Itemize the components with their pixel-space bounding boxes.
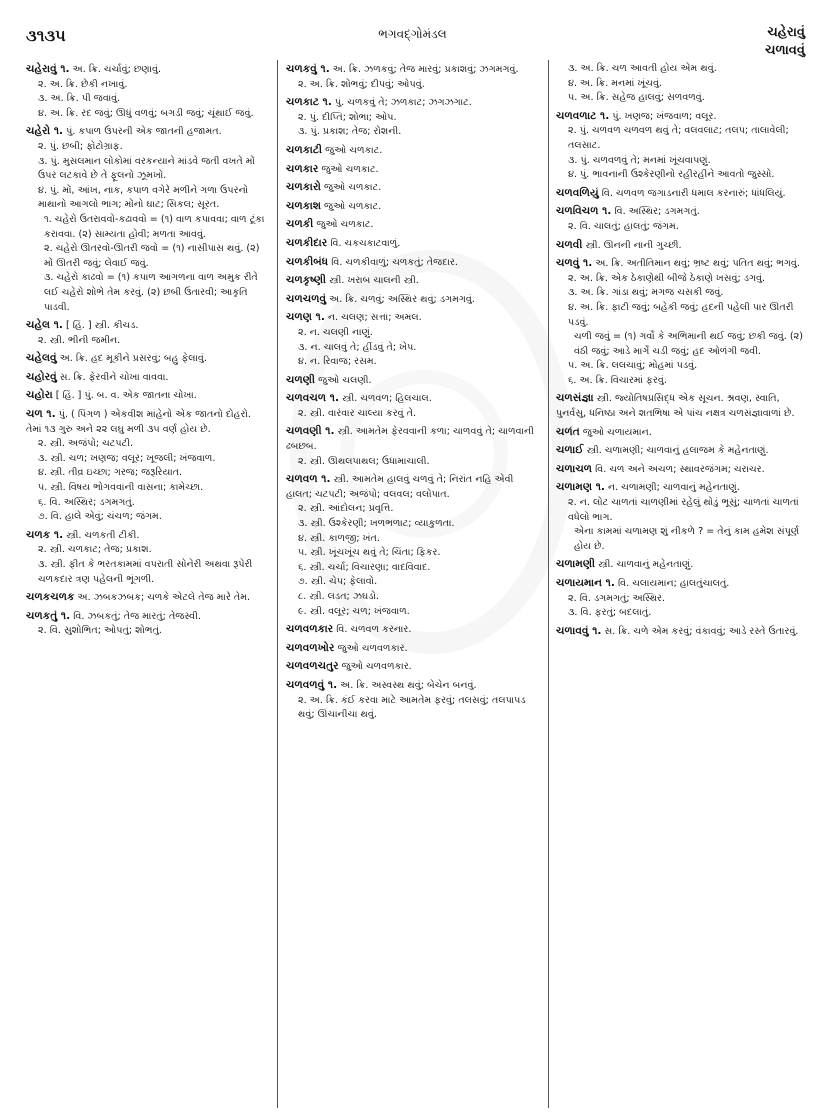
entry-sense: ચળી જવું = (૧) ગર્વો કે અભિમાની થઈ જવું; છકી જવું. (૨) વંઠી જવું; આડે માર્ગે ચડી જવું; હદ ઓળંગી જવી.: [574, 331, 803, 357]
entry-definition: વિ. ચલાયમાન; હાલતુંચાલતું.: [617, 578, 730, 589]
dictionary-entry: [26, 351, 269, 367]
entry-sense: ૨. ન. ચલણી નાણું.: [298, 326, 373, 338]
dictionary-entry: [556, 557, 809, 573]
entry-definition: જુઓ ચળકાટ.: [321, 163, 379, 175]
dictionary-entry: [26, 590, 269, 606]
entry-headword: ચળકાશ: [286, 199, 321, 212]
column-rule-right: [548, 60, 549, 1108]
entry-sense: ૩. સ્ત્રી. ફીત કે ભરતકામમાં વપરાતી સોનેરી અથવા રૂપેરી ચળકદાર ત્રણ પહેલની ભૂંગળી.: [38, 559, 253, 585]
entry-sense: એના કામમાં ચળામણ શું નીકળે ? = તેનું કામ હમેશ સંપૂર્ણ હોય છે.: [574, 526, 800, 552]
entry-sense: ૨. પું. ચળવળ ચળવળ થવું તે; વલવલાટ; તલપ; તાલાવેલી; તલસાટ.: [568, 125, 789, 151]
entry-sense: ૨. પું. છબી; ફોટોગ્રાફ.: [38, 140, 123, 152]
entry-sense: ૨. સ્ત્રી. ચળકાટ; તેજ; પ્રકાશ.: [38, 544, 152, 556]
entry-definition: અ. ક્રિ. હદ મૂકીને પ્રસરવું; બહુ ફેલાવું.: [59, 353, 207, 365]
entry-definition: પું. ચળકવું તે; ઝળકાટ; ઝગઝગાટ.: [334, 97, 472, 109]
entry-headword: ચળકૃષ્ણી: [286, 274, 327, 287]
entry-sense: ૪. અ. ક્રિ. મનમાં ખૂંચવું.: [568, 77, 662, 89]
entry-headword: ચળવળકાર: [286, 623, 334, 636]
entry-sense: ૨. વિ. સુશોભિત; ઓપતું; શોભતું.: [38, 625, 162, 637]
entry-sense: ૨. ન. લોટ ચાળતાં ચાળણીમાં રહેલું થોડું ભૂસું; ચાળતાં ચાળતાં વધેલો ભાગ.: [568, 497, 799, 523]
page-number: ૩૧૩૫: [26, 26, 66, 45]
dictionary-entry: [286, 180, 540, 196]
entry-sense: ૩. પું. મુસલમાન લોકોમાં વરકન્યાને માંડવે જતી વખતે મોં ઉપર લટકાવે છે તે ફૂલનો ઝૂમખો.: [38, 155, 255, 182]
entry-headword: ચળક ૧.: [26, 528, 64, 541]
dictionary-entry: [286, 472, 540, 619]
entry-sense: ૨. અ. ક્રિ. એક ઠેકાણેથી બીજે ઠેકાણે ખસવું; ડગવું.: [568, 272, 766, 284]
entry-headword: ચહોરવું: [26, 370, 57, 383]
dictionary-entry: [286, 310, 540, 369]
entry-sense: ૨. અ. ક્રિ. શોભવું; દીપવું; ઓપવું.: [298, 78, 425, 90]
entry-sense: ૩. અ. ક્રિ. પી જવાવું.: [38, 93, 121, 105]
entry-definition: વિ. ચળ અને અચળ; સ્થાવરજંગમ; ચરાચર.: [595, 463, 765, 475]
entry-headword: ચળવણી ૧.: [286, 425, 335, 438]
dictionary-entry: [556, 109, 809, 183]
entry-headword: ચહેરો ૧.: [26, 125, 64, 138]
dictionary-entry: [556, 443, 809, 459]
entry-sense: ૬. અ. ક્રિ. વિચારમાં ફરવું.: [568, 374, 667, 386]
guide-word-first: ચહેરાવું: [767, 25, 805, 40]
entry-headword: ચળકી: [286, 218, 314, 231]
entry-definition: જુઓ ચળકાટ.: [324, 182, 382, 194]
dictionary-entry: [26, 124, 269, 315]
dictionary-entry: [556, 576, 809, 621]
entry-headword: ચળવળખોર: [286, 641, 335, 654]
entry-definition: વિ. ચકચકાટવાળું.: [330, 237, 401, 249]
dictionary-entry: [556, 256, 809, 388]
entry-sense: ૨. અ. ક્રિ. છેકી નખાવું.: [38, 78, 128, 90]
dictionary-entry: [286, 641, 540, 657]
entry-definition: [ હિં. ] સ્ત્રી. કીચડ.: [65, 320, 139, 332]
entry-headword: ચળકતું ૧.: [26, 609, 71, 622]
entry-definition: અ. ક્રિ. ચર્ચાવું; છણાવું.: [72, 64, 162, 75]
entry-headword: ચળચળવું: [286, 292, 327, 305]
entry-headword: ચળકચળક: [26, 591, 75, 604]
dictionary-entry: [556, 462, 809, 478]
entry-sense: ૪. અ. ક્રિ. રદ જવું; ઊધું વળવું; બગડી જવું; ચૂંથાઈ જવું.: [38, 107, 254, 119]
entry-sense: ૭. સ્ત્રી. ચેપ; ફેલાવો.: [298, 576, 378, 588]
dictionary-entry: [556, 186, 809, 202]
entry-headword: ચળણ ૧.: [286, 311, 325, 324]
entry-definition: વિ. અસ્થિર; ડગમગતું.: [614, 206, 700, 218]
entry-sense: ૮. સ્ત્રી. લડત; ઝઘડો.: [298, 591, 379, 602]
dictionary-entry: [286, 255, 540, 271]
dictionary-entry: [286, 622, 540, 638]
dictionary-entry: [286, 199, 540, 215]
entry-headword: ચળવચળ ૧.: [286, 392, 339, 405]
entry-headword: ચળવળાટ ૧.: [556, 109, 610, 122]
entry-sense: ૪. સ્ત્રી. કાળજી; ખંત.: [298, 532, 380, 544]
entry-definition: ન. ચળામણી; ચાળવાનું મહેનતાણું.: [608, 482, 740, 494]
dictionary-entry: [286, 678, 540, 723]
dictionary-entry: [286, 143, 540, 159]
entry-definition: અ. ક્રિ. ચળવું; અસ્થિર થવું; ડગમગવું.: [329, 293, 475, 305]
running-title: ભગવદ્ગોમંડલ: [378, 27, 447, 41]
dictionary-column-3: [556, 62, 809, 1108]
entry-sense: ૪. પું. ભાવનાની ઉશ્કેરણીનો રહીરહીને આવતો જુસ્સો.: [568, 169, 775, 181]
entry-sense: ૬. સ્ત્રી. ચર્ચા; વિચારણા; વાદવિવાદ.: [298, 561, 431, 573]
entry-definition: સ્ત્રી. ઊનની નાની ગુચ્છી.: [585, 239, 682, 251]
entry-headword: ચળકીદાર: [286, 236, 328, 249]
entry-headword: ચળવળ ૧.: [286, 473, 331, 486]
entry-sense: ૩. પું. ચળવળવું તે; મનમાં ખૂંચવાપણું.: [568, 154, 711, 166]
dictionary-entry: [286, 391, 540, 421]
entry-headword: ચળાયમાન ૧.: [556, 577, 615, 589]
entry-sense: ૨. ચહેરો ઊતરવો-ઊતરી જવો = (૧) નાસીપાસ થવું. (૨) મોં ઊતરી જવું; લેવાઈ જવું.: [44, 243, 260, 269]
entry-definition: સ્ત્રી. ચાળવાનું મહેનતાણું.: [598, 559, 694, 571]
entry-definition: સ્ત્રી. આમતેમ હાલવું ચળવું તે; નિરાંત નહિ એવી હાલત; ચટપટી; અજંપો; વલવલ; વલોપાત.: [286, 474, 514, 500]
entry-definition: વિ. ઝબકતું; તેજ મારતું; તેજસ્વી.: [73, 610, 201, 622]
dictionary-entry: [556, 238, 809, 254]
dictionary-entry: [556, 480, 809, 554]
dictionary-entry: [556, 391, 809, 421]
entry-sense: ૫. સ્ત્રી. ખૂંચખૂંચ થવું તે; ચિંતા; ફિકર.: [298, 547, 441, 559]
entry-headword: ચહોરા: [26, 389, 53, 402]
guide-word-last: ચળાવવું: [765, 43, 805, 58]
entry-definition: સ્ત્રી. આમતેમ ફેરવવાની કળા; ચાળવવું તે; ચાળવાની ઢબછબ.: [286, 426, 534, 453]
entry-sense: ૨. સ્ત્રી. અજંપો; ચટપટી.: [38, 438, 133, 450]
entry-sense: ૪. સ્ત્રી. તીવ્ર ઇચ્છા; ગરજ; જરૂરિયાત.: [38, 467, 183, 479]
entry-sense: ૩. વિ. ફરતું; બદલાતું.: [568, 607, 652, 619]
entry-definition: જુઓ ચળકાટ.: [316, 219, 374, 231]
entry-headword: ચળામણ ૧.: [556, 481, 605, 494]
entry-headword: ચળકવું ૧.: [286, 63, 330, 75]
dictionary-entry: [556, 425, 809, 441]
entry-definition: પું. કપાળ ઉપરની એક જાતની હજામત.: [66, 126, 222, 138]
entry-definition: જુઓ ચળવળકાર.: [337, 642, 408, 654]
entry-definition: સ. ક્રિ. ફેરવીને ચોખા વાવવા.: [59, 371, 169, 383]
entry-headword: ચળકાર: [286, 162, 319, 175]
entry-headword: ચળવિચળ ૧.: [556, 205, 612, 218]
entry-definition: જુઓ ચળકાટ.: [325, 144, 383, 156]
entry-definition: સ્ત્રી. ચળકતી ટીકી.: [66, 529, 140, 541]
dictionary-entry: [286, 292, 540, 308]
entry-sense: ૨. સ્ત્રી. વારંવાર ચાલ્યા કરવું તે.: [298, 407, 417, 419]
entry-definition: વિ. ચળવળ કરનાર.: [336, 624, 412, 636]
entry-headword: ચળવળિયું: [556, 186, 599, 199]
entry-definition: સ્ત્રી. ખરાબ ચાલની સ્ત્રી.: [329, 275, 419, 287]
entry-sense: ૭. વિ. હાલે એવું; ચંચળ; જંગમ.: [38, 511, 162, 523]
dictionary-entry: [26, 528, 269, 587]
entry-sense: ૩. સ્ત્રી. ચળ; ખણજ; વલૂર; ખૂજલી; ખંજવાળ.: [38, 452, 216, 464]
entry-sense: ૫. અ. ક્રિ. લલચાવું; મોહમાં પડવું.: [568, 360, 698, 372]
entry-definition: વિ. ચળવળ જગાડનારી ધમાલ કરનારું; ધાંધલિયું.: [601, 187, 786, 199]
entry-definition: જુઓ ચલણી.: [318, 374, 372, 386]
entry-definition: અ. ક્રિ. અસ્વસ્થ થવું; બેચેન બનવું.: [340, 679, 477, 691]
dictionary-entry: [286, 217, 540, 233]
entry-sense: ૨. વિ. ચાલતું; હાલતું; જંગમ.: [568, 220, 679, 232]
entry-headword: ચળવી: [556, 238, 583, 251]
column-rule-left: [277, 60, 278, 1108]
entry-definition: સ. ક્રિ. ચળે એમ કરવું; વંકાવવું; આડે રસ્તે ઉતારવું.: [604, 625, 799, 637]
entry-headword: ચળાવવું ૧.: [556, 624, 602, 637]
entry-definition: સ્ત્રી. ચળવળ; હિલચાલ.: [342, 393, 432, 405]
entry-sense: ૩. પું. પ્રકાશ; તેજ; રોશની.: [298, 126, 402, 138]
entry-sense: ૨. વિ. ડગમગતું; અસ્થિર.: [568, 592, 666, 604]
dictionary-entry: [286, 236, 540, 252]
entry-definition: જુઓ ચળવળકાર.: [341, 661, 412, 673]
entry-headword: ચળકાટ ૧.: [286, 96, 332, 109]
entry-sense: ૫. અ. ક્રિ. સહેજ હાલવું; સળવળવું.: [568, 92, 705, 104]
entry-headword: ચળકાટી: [286, 143, 323, 156]
entry-definition: જુઓ ચળકાટ.: [324, 200, 382, 212]
entry-sense: ૩. ચહેરો કાઢવો = (૧) કપાળ આગળના વાળ અમુક રીતે લઈ ચહેરો શોભે તેમ કરવું. (૨) છબી ઉતારવી; આકૃતિ પાડવી.: [44, 272, 258, 313]
dictionary-entry: [26, 318, 269, 348]
entry-sense: ૩. સ્ત્રી. ઉશ્કેરણી; ખળભળાટ; વ્યાકુળતા.: [298, 518, 455, 530]
dictionary-entry: [556, 62, 809, 106]
entry-definition: અ. ક્રિ. ઝળકવું; તેજ મારવું; પ્રકાશવું; ઝગમગવું.: [332, 64, 519, 75]
entry-headword: ચળસંજ્ઞા: [556, 392, 594, 405]
entry-definition: ન. ચલણ; સત્તા; અમલ.: [327, 312, 422, 324]
entry-sense: ૪. પું. મોં, આંખ, નાક, કપાળ વગેરે મળીને ગળા ઉપરનો માથાનો આગલો ભાગ; મોંનો ઘાટ; સિકલ; સૂરત.: [38, 184, 249, 211]
entry-sense: ૩. અ. ક્રિ. ચળ આવતી હોય એમ થવું.: [568, 63, 717, 74]
dictionary-entry: [26, 370, 269, 386]
entry-sense: ૨. સ્ત્રી. આંદોલન; પ્રવૃત્તિ.: [298, 503, 394, 515]
dictionary-entry: [556, 204, 809, 234]
entry-headword: ચળાચળ: [556, 462, 593, 475]
entry-sense: ૨. અ. ક્રિ. કંઈ કરવા માટે આમતેમ ફરવું; તલસવું; તલપાપડ થવું; ઊંચાનીચા થવું.: [298, 694, 526, 721]
entry-headword: ચળાઈ: [556, 444, 584, 457]
entry-definition: અ. ક્રિ. અતીતિમાન થવું; ભ્રષ્ટ થવું; પતિત થવું; ભગવું.: [595, 258, 800, 270]
dictionary-entry: [26, 407, 269, 525]
dictionary-entry: [26, 609, 269, 639]
guide-words: [765, 24, 805, 60]
entry-headword: ચળકીબંધ: [286, 255, 329, 268]
entry-sense: ૨. સ્ત્રી. ઊથલપાથલ; ઉધામાચાલી.: [298, 455, 430, 467]
entry-sense: ૨. સ્ત્રી. ભીની જમીન.: [38, 334, 121, 346]
entry-sense: ૨. પું. દીપ્તિ; શોભા; ઓપ.: [298, 111, 397, 123]
entry-headword: ચહેરાવું ૧.: [26, 63, 70, 75]
entry-headword: ચળ ૧.: [26, 408, 56, 421]
dictionary-column-1: [26, 62, 269, 1108]
entry-headword: ચહેલવું: [26, 352, 57, 365]
entry-definition: સ્ત્રી. જ્યોતિષપ્રસિદ્ધ એક સૂચન. શ્રવણ, સ્વાતિ, પુનર્વસુ, ધનિષ્ઠા અને શતભિષા એ પાંચ નક્ષત્ર ચળસંજ્ઞાવાળાં છે.: [556, 393, 795, 420]
entry-definition: પું. ( પિંગળ ) એકવીશ માંહેનો એક જાતનો દોહરો. તેમાં ૧૩ ગુરુ અને ૨૨ લઘુ મળી ૩૫ વર્ણ હોય છે.: [26, 409, 251, 435]
dictionary-entry: [26, 388, 269, 404]
entry-headword: ચળવળવું ૧.: [286, 678, 338, 691]
dictionary-entry: [286, 424, 540, 469]
entry-headword: ચળવું ૧.: [556, 257, 593, 270]
entry-definition: [ હિં. ] પું. બ. વ. એક જાતના ચોખા.: [55, 390, 197, 402]
entry-headword: ચળવળચતુર: [286, 660, 339, 673]
dictionary-entry: [286, 659, 540, 675]
entry-definition: સ્ત્રી. ચળામણી; ચાળવાનું હલાજમ કે મહેનતાણું.: [586, 445, 769, 457]
dictionary-entry: [286, 95, 540, 140]
entry-headword: ચળકારો: [286, 181, 321, 194]
entry-sense: ૩. ન. ચાલવું તે; હીંડવું તે; ખેપ.: [298, 341, 417, 353]
entry-definition: અ. ઝબકઝબક; ચળકે એટલે તેજ મારે તેમ.: [77, 592, 251, 604]
entry-sense: ૬. વિ. અસ્થિર; ડગમગતું.: [38, 496, 135, 508]
dictionary-entry: [286, 273, 540, 289]
entry-sense: ૧. ચહેરો ઉતરાવવો-કઢાવવો = (૧) વાળ કપાવવા; વાળ ટૂંકા કરાવવા. (૨) સામ્યતા હોવી; મળતા આવવું.: [44, 213, 265, 240]
entry-sense: ૩. અ. ક્રિ. ગાંડા થવું; મગજ ચસકી જવું.: [568, 287, 724, 299]
entry-definition: પું. ખણજ; ખંજવાળ; વલૂર.: [612, 110, 717, 122]
entry-definition: વિ. ચળકીવાળું; ચળકતું; તેજદાર.: [331, 256, 458, 268]
entry-sense: ૪. ન. રિવાજ; રસમ.: [298, 356, 377, 368]
dictionary-entry: [286, 373, 540, 389]
dictionary-entry: [26, 62, 269, 121]
entry-headword: ચળણી: [286, 373, 316, 386]
dictionary-entry: [286, 162, 540, 178]
entry-headword: ચળામણી: [556, 558, 596, 571]
page-header: [0, 0, 825, 58]
dictionary-entry: [556, 624, 809, 640]
dictionary-column-2: [286, 62, 540, 1108]
entry-sense: ૯. સ્ત્રી. વલૂર; ચળ; ખંજવાળ.: [298, 605, 410, 617]
entry-sense: ૪. અ. ક્રિ. ફાટી જવું; બહેકી જવું; હદની પહેલી પાર ઊતરી પડવું.: [568, 301, 794, 328]
entry-headword: ચહેલ ૧.: [26, 319, 63, 332]
entry-headword: ચળંત: [556, 425, 580, 438]
dictionary-entry: [286, 62, 540, 92]
entry-sense: ૫. સ્ત્રી. વિષય ભોગવવાની વાસના; કામેચ્છા.: [38, 482, 204, 494]
entry-definition: જુઓ ચળાયમાન.: [582, 426, 652, 438]
